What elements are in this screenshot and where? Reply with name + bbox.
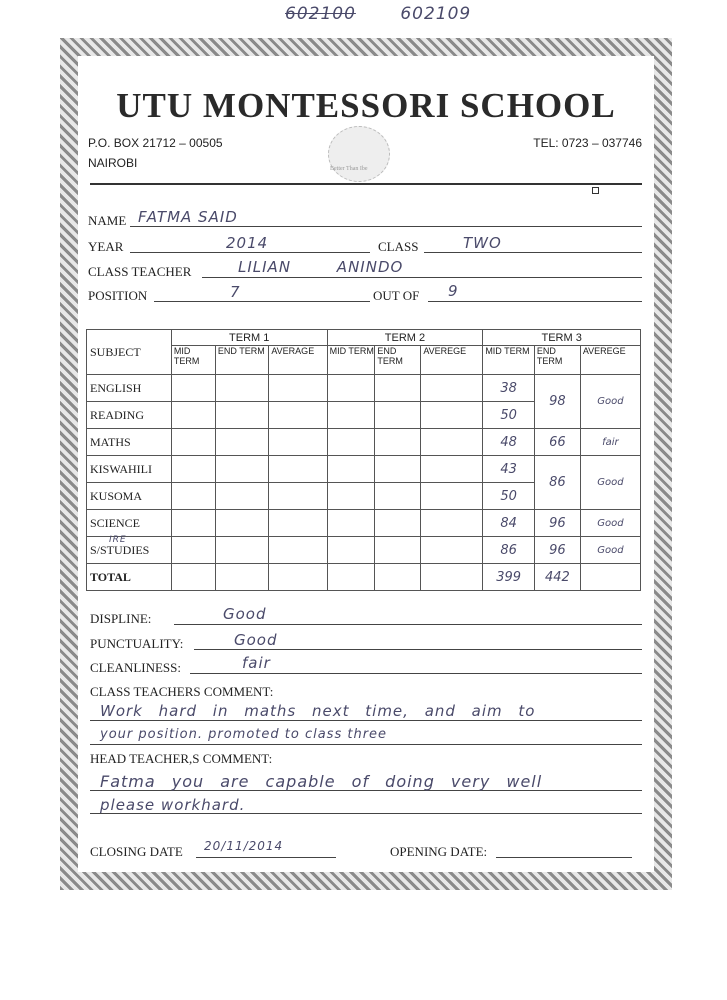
- subject-name: ENGLISH: [87, 375, 172, 402]
- t3-end-score: 98: [534, 375, 580, 429]
- name-label: NAME: [88, 213, 127, 228]
- student-class: TWO: [463, 234, 502, 252]
- city: NAIROBI: [88, 156, 138, 170]
- t3-end-total: 442: [534, 564, 580, 591]
- closing-date-label: CLOSING DATE: [90, 844, 183, 859]
- class-comment-line-1: [90, 720, 642, 721]
- cleanliness-value: fair: [242, 654, 271, 672]
- table-row: [87, 564, 641, 591]
- school-name: UTU MONTESSORI SCHOOL: [116, 86, 616, 125]
- table-row: [87, 429, 641, 456]
- t3-mid-score: 43: [483, 456, 535, 483]
- t3-mid-score: 86: [483, 537, 535, 564]
- position-line: [154, 301, 370, 302]
- document-number: [285, 4, 471, 24]
- class-teacher-line: [202, 277, 642, 278]
- t3-mid-header: MID TERM: [483, 346, 535, 375]
- opening-date-label: OPENING DATE:: [390, 844, 488, 859]
- t3-mid-score: 50: [483, 483, 535, 510]
- cleanliness-line: [190, 673, 642, 674]
- t3-mid-score: 84: [483, 510, 535, 537]
- t3-mid-total: 399: [483, 564, 535, 591]
- class-teacher-comment-1: Work hard in maths next time, and aim to: [100, 702, 536, 720]
- punctuality-label: PUNCTUALITY:: [90, 636, 184, 651]
- out-of-line: [428, 301, 642, 302]
- t3-end-score: 86: [534, 456, 580, 510]
- small-checkbox-icon: [592, 187, 599, 194]
- discipline-label: DISPLINE:: [90, 611, 152, 626]
- student-name: FATMA SAID: [138, 208, 238, 226]
- term1-header: TERM 1: [171, 330, 327, 346]
- class-teacher-label: CLASS TEACHER: [88, 264, 192, 279]
- t2-avg-header: AVEREGE: [421, 346, 483, 375]
- t3-average-grade: fair: [580, 429, 640, 456]
- subject-header: SUBJECT: [87, 330, 172, 375]
- class-teacher-name: LILIAN ANINDO: [238, 258, 404, 276]
- student-position: 7: [230, 283, 241, 301]
- table-row: [87, 375, 641, 402]
- subject-name: KISWAHILI: [87, 456, 172, 483]
- t3-mid-score: 38: [483, 375, 535, 402]
- table-row: [87, 510, 641, 537]
- t3-average-grade: Good: [580, 456, 640, 510]
- position-label: POSITION: [88, 288, 148, 303]
- subject-name: [87, 537, 172, 564]
- class-size: 9: [448, 282, 459, 300]
- punctuality-value: Good: [234, 631, 278, 649]
- grades-table: [86, 329, 641, 591]
- header-divider: [90, 183, 642, 185]
- t3-average-grade: Good: [580, 375, 640, 429]
- t1-mid-header: MID TERM: [171, 346, 215, 375]
- t3-avg-header: AVEREGE: [580, 346, 640, 375]
- year-label: YEAR: [88, 239, 124, 254]
- closing-date-line: [196, 857, 336, 858]
- subject-name: MATHS: [87, 429, 172, 456]
- t1-end-header: END TERM: [215, 346, 268, 375]
- seal-motto: Better Than Ibe: [330, 166, 368, 172]
- class-line: [424, 252, 642, 253]
- t3-end-header: END TERM: [534, 346, 580, 375]
- t3-end-score: 66: [534, 429, 580, 456]
- class-label: CLASS: [378, 239, 419, 254]
- t3-average-grade: Good: [580, 510, 640, 537]
- discipline-line: [174, 624, 642, 625]
- po-box: P.O. BOX 21712 – 00505: [88, 136, 223, 150]
- head-teacher-comment-label: HEAD TEACHER,S COMMENT:: [90, 751, 273, 766]
- report-card: [78, 56, 654, 872]
- name-line: [130, 226, 642, 227]
- school-seal-icon: [328, 126, 390, 182]
- t3-mid-score: 48: [483, 429, 535, 456]
- subject-name: SCIENCE: [87, 510, 172, 537]
- year-line: [130, 252, 370, 253]
- subject-name: KUSOMA: [87, 483, 172, 510]
- student-year: 2014: [226, 234, 269, 252]
- class-comment-line-2: [90, 744, 642, 745]
- discipline-value: Good: [223, 605, 267, 623]
- t2-end-header: END TERM: [375, 346, 421, 375]
- total-label: TOTAL: [87, 564, 172, 591]
- term2-header: TERM 2: [327, 330, 483, 346]
- cleanliness-label: CLEANLINESS:: [90, 660, 181, 675]
- head-teacher-comment-1: Fatma you are capable of doing very well: [100, 772, 543, 791]
- telephone: TEL: 0723 – 037746: [533, 136, 642, 150]
- crossed-number: 602100: [285, 4, 356, 24]
- term3-header: TERM 3: [483, 330, 641, 346]
- class-teacher-comment-label: CLASS TEACHERS COMMENT:: [90, 684, 274, 699]
- opening-date-line: [496, 857, 632, 858]
- table-row: [87, 456, 641, 483]
- subject-label: S/STUDIES: [90, 542, 150, 557]
- head-teacher-comment-2: please workhard.: [100, 796, 246, 814]
- t3-mid-score: 50: [483, 402, 535, 429]
- subject-name: READING: [87, 402, 172, 429]
- t3-end-score: 96: [534, 537, 580, 564]
- current-number: 602109: [400, 4, 472, 24]
- t3-end-score: 96: [534, 510, 580, 537]
- out-of-label: OUT OF: [373, 288, 420, 303]
- subject-note: IRE: [109, 535, 127, 545]
- class-teacher-comment-2: your position. promoted to class three: [100, 727, 388, 742]
- t1-avg-header: AVERAGE: [269, 346, 327, 375]
- t3-average-grade: Good: [580, 537, 640, 564]
- punctuality-line: [194, 649, 642, 650]
- closing-date-value: 20/11/2014: [204, 839, 284, 853]
- t2-mid-header: MID TERM: [327, 346, 375, 375]
- table-row: [87, 537, 641, 564]
